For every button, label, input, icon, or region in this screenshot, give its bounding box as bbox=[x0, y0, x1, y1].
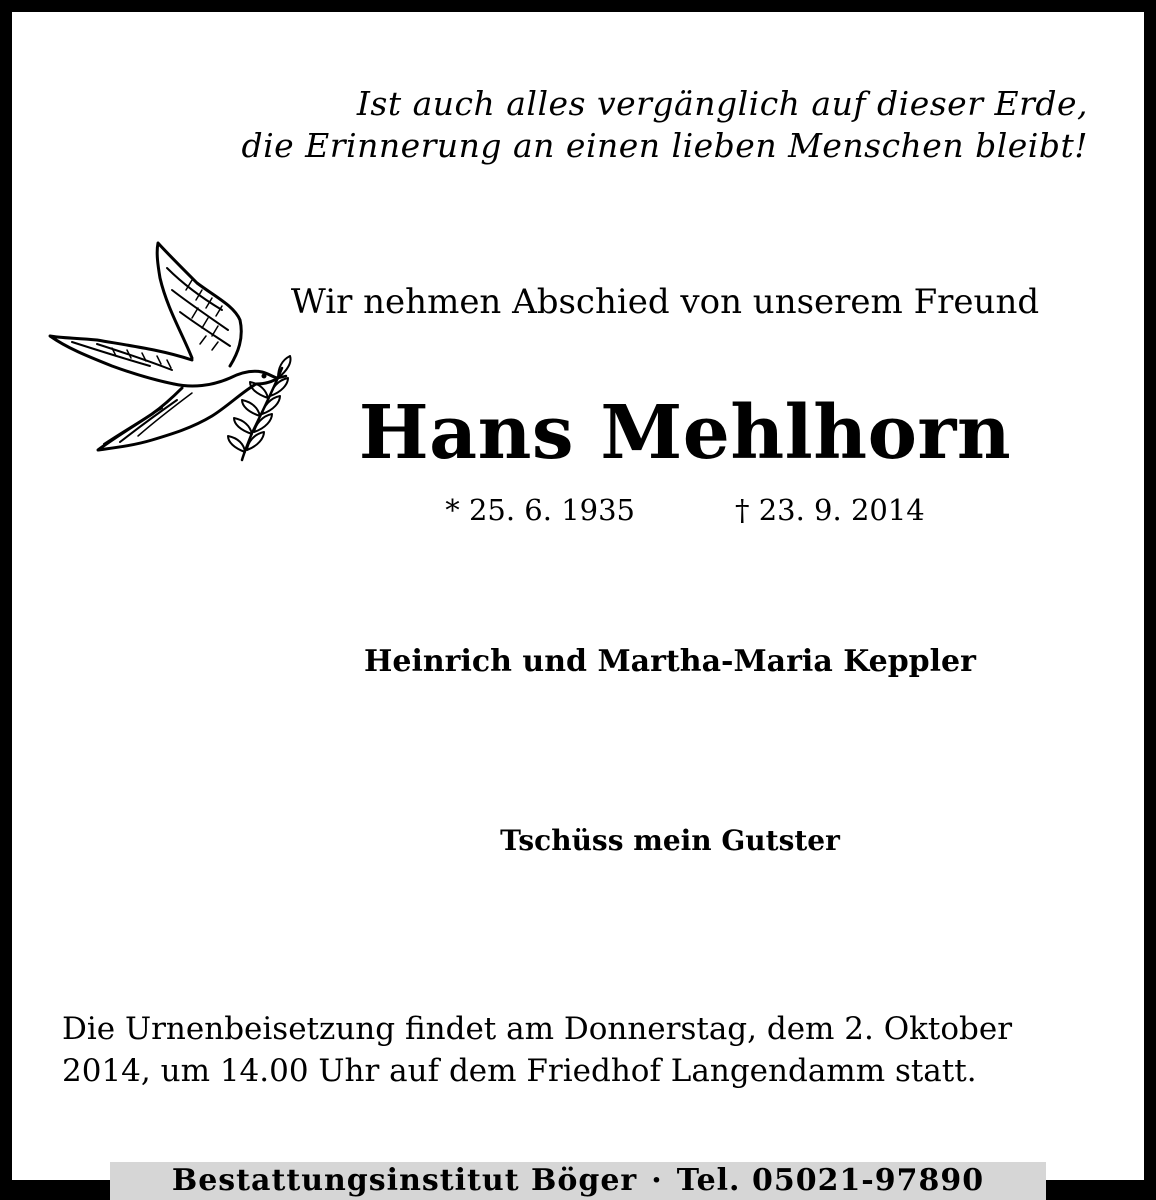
motto-line-2: die Erinnerung an einen lieben Menschen bleibt! bbox=[241, 126, 1088, 165]
death-date: † 23. 9. 2014 bbox=[735, 493, 925, 527]
motto-quote bbox=[200, 83, 1088, 167]
footer-separator: · bbox=[651, 1163, 663, 1198]
dove-with-olive-branch-icon bbox=[42, 238, 292, 463]
funeral-home-phone: Tel. 05021-97890 bbox=[676, 1163, 985, 1198]
motto-line-1: Ist auch alles vergänglich auf dieser Erde, bbox=[356, 84, 1088, 123]
funeral-home-name: Bestattungsinstitut Böger bbox=[171, 1163, 638, 1198]
birth-date: * 25. 6. 1935 bbox=[445, 493, 635, 527]
life-dates bbox=[300, 492, 1070, 528]
burial-notice bbox=[62, 1008, 1102, 1092]
funeral-home-banner bbox=[110, 1162, 1046, 1200]
deceased-name: Hans Mehlhorn bbox=[358, 390, 1012, 476]
farewell-message: Tschüss mein Gutster bbox=[500, 824, 840, 857]
farewell-intro: Wir nehmen Abschied von unserem Freund bbox=[290, 282, 1040, 322]
burial-line-1: Die Urnenbeisetzung findet am Donnerstag, dem 2. Oktober bbox=[62, 1011, 1013, 1047]
mourners-names: Heinrich und Martha-Maria Keppler bbox=[364, 644, 976, 679]
burial-line-2: 2014, um 14.00 Uhr auf dem Friedhof Langendamm statt. bbox=[62, 1053, 977, 1089]
